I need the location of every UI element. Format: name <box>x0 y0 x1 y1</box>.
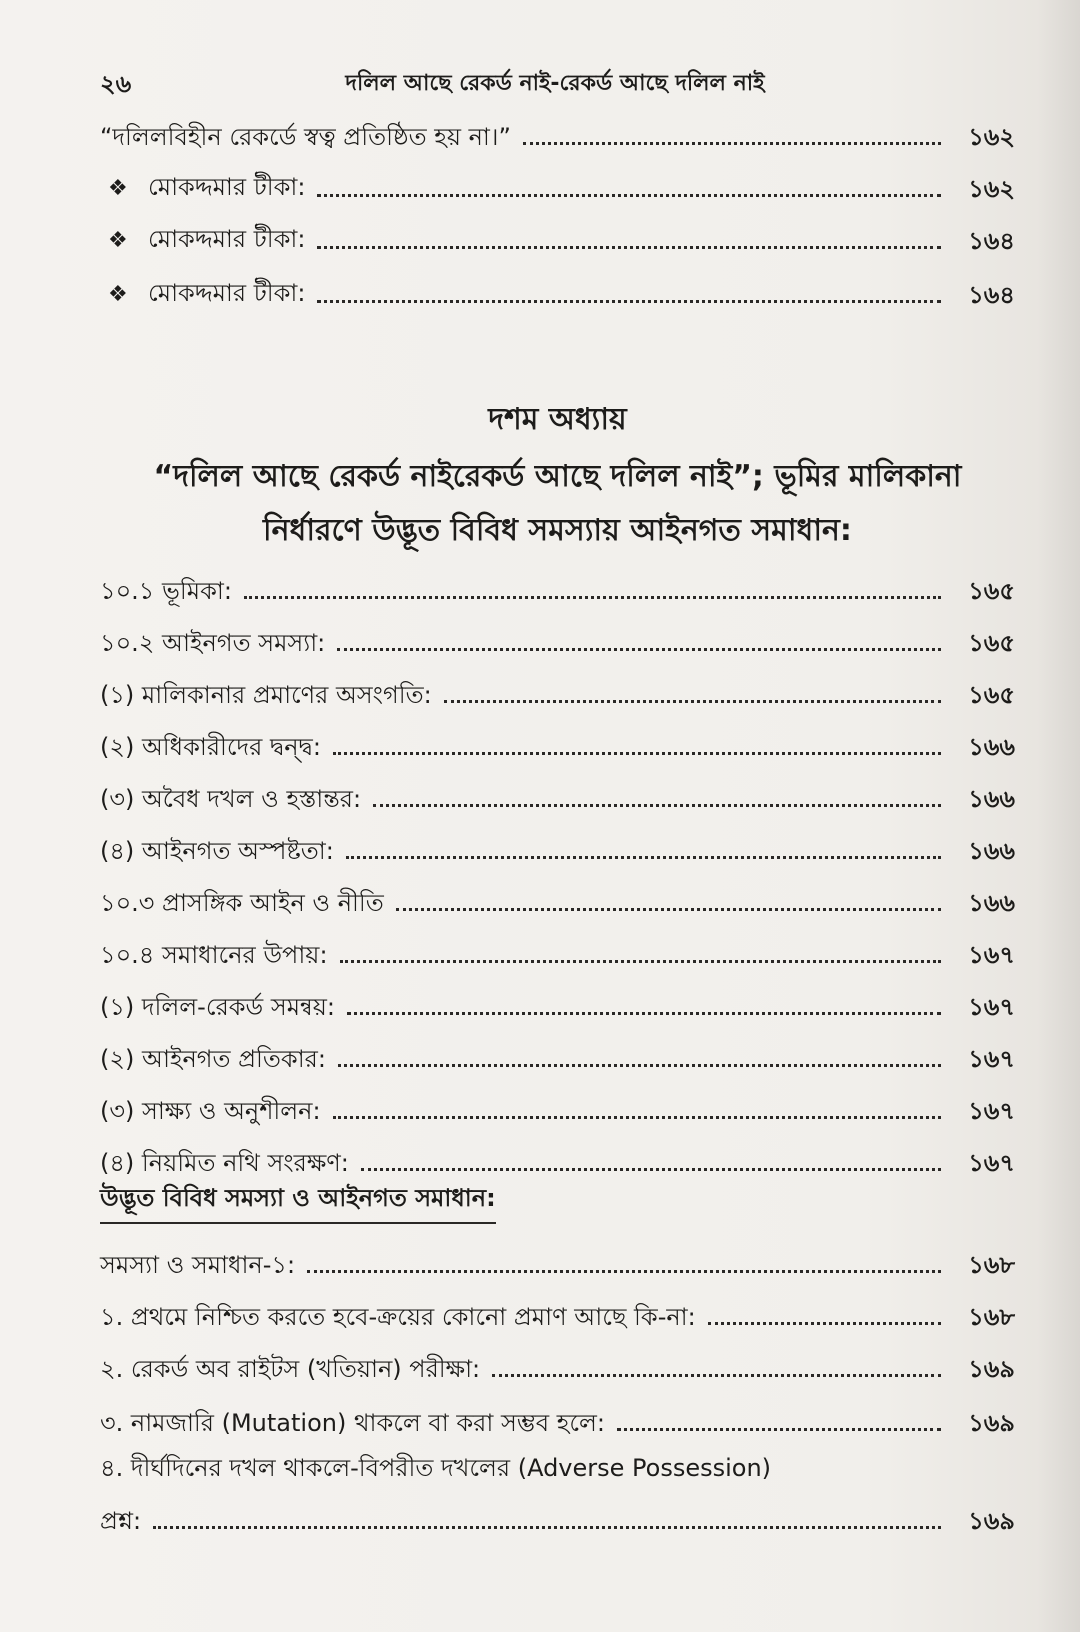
toc-entry-label: ১০.৪ সমাধানের উপায়: <box>100 941 328 969</box>
dot-leader <box>617 1428 941 1431</box>
dot-leader <box>307 1270 941 1273</box>
toc-entry-label: মোকদ্দমার টীকা: <box>148 279 306 307</box>
dot-leader <box>317 300 941 303</box>
toc-entry <box>100 1496 1015 1536</box>
toc-entry-page: ১৬৫ <box>968 681 1015 709</box>
dot-leader <box>337 648 941 651</box>
toc-entry <box>100 878 1015 918</box>
toc-entry-page: ১৬৬ <box>968 785 1015 813</box>
toc-entry-label: (১) মালিকানার প্রমাণের অসংগতি: <box>100 681 432 709</box>
toc-entry-page: ১৬২ <box>968 123 1015 151</box>
section-heading: উদ্ভূত বিবিধ সমস্যা ও আইনগত সমাধান: <box>100 1180 496 1224</box>
toc-entry-label: (৩) সাক্ষ্য ও অনুশীলন: <box>100 1097 321 1125</box>
diamond-bullet-icon: ❖ <box>108 228 128 253</box>
toc-entry <box>100 722 1015 762</box>
dot-leader <box>396 908 941 911</box>
toc-entry-page: ১৬৬ <box>968 889 1015 917</box>
toc-entry-label: (৩) অবৈধ দখল ও হস্তান্তর: <box>100 785 362 813</box>
toc-entry-page: ১৬৮ <box>968 1303 1015 1331</box>
toc-entry-label: (৪) নিয়মিত নথি সংরক্ষণ: <box>100 1149 349 1177</box>
toc-entry-page: ১৬৬ <box>968 733 1015 761</box>
toc-entry-label: মোকদ্দমার টীকা: <box>148 173 306 201</box>
toc-entry-label: ১০.২ আইনগত সমস্যা: <box>100 629 326 657</box>
toc-entry <box>100 164 1015 204</box>
dot-leader <box>523 142 941 145</box>
toc-entry <box>100 1034 1015 1074</box>
toc-entry-page: ১৬৫ <box>968 577 1015 605</box>
toc-entry-label: প্রশ্ন: <box>100 1507 142 1535</box>
toc-entry-page: ১৬৭ <box>968 1097 1015 1125</box>
page-number: ২৬ <box>100 70 132 98</box>
toc-entry <box>100 112 1015 152</box>
toc-entry <box>100 1344 1015 1384</box>
toc-entry-label: ১০.৩ প্রাসঙ্গিক আইন ও নীতি <box>100 889 384 917</box>
toc-entry-page: ১৬৪ <box>968 281 1015 309</box>
toc-entry-label: ২. রেকর্ড অব রাইটস (খতিয়ান) পরীক্ষা: <box>100 1355 481 1383</box>
toc-entry-label: ৪. দীর্ঘদিনের দখল থাকলে-বিপরীত দখলের (Adverse Possession) <box>100 1454 772 1482</box>
page-header <box>100 62 1010 102</box>
dot-leader <box>333 752 941 755</box>
toc-entry-page: ১৬৭ <box>968 941 1015 969</box>
diamond-bullet-icon: ❖ <box>108 176 128 201</box>
toc-entry <box>100 930 1015 970</box>
toc-entry <box>100 670 1015 710</box>
toc-entry-label: (২) অধিকারীদের দ্বন্দ্ব: <box>100 733 321 761</box>
running-title: দলিল আছে রেকর্ড নাই-রেকর্ড আছে দলিল নাই <box>345 71 765 96</box>
toc-entry <box>100 1292 1015 1332</box>
toc-entry-label: ১০.১ ভূমিকা: <box>100 577 232 605</box>
toc-entry <box>100 1138 1015 1178</box>
toc-entry <box>100 566 1015 606</box>
toc-entry-page: ১৬৯ <box>968 1507 1015 1535</box>
dot-leader <box>492 1374 941 1377</box>
toc-entry-page: ১৬৯ <box>968 1355 1015 1383</box>
dot-leader <box>338 1064 941 1067</box>
toc-entry <box>100 774 1015 814</box>
toc-entry <box>100 826 1015 866</box>
toc-entry-page: ১৬৭ <box>968 1149 1015 1177</box>
toc-entry-page: ১৬৫ <box>968 629 1015 657</box>
chapter-title: দশম অধ্যায় <box>488 402 627 437</box>
toc-entry <box>100 1398 1015 1438</box>
toc-entry <box>100 216 1015 256</box>
dot-leader <box>444 700 941 703</box>
toc-entry <box>100 1240 1015 1280</box>
dot-leader <box>153 1526 941 1529</box>
toc-entry-page: ১৬২ <box>968 175 1015 203</box>
toc-entry-label: (২) আইনগত প্রতিকার: <box>100 1045 326 1073</box>
toc-entry-label: ৩. নামজারি (Mutation) থাকলে বা করা সম্ভব হলে: <box>100 1409 605 1437</box>
toc-entry-label: সমস্যা ও সমাধান-১: <box>100 1251 296 1279</box>
dot-leader <box>244 596 941 599</box>
toc-entry <box>100 1086 1015 1126</box>
toc-entry-label: ১. প্রথমে নিশ্চিত করতে হবে-ক্রয়ের কোনো প্রমাণ আছে কি-না: <box>100 1303 696 1331</box>
toc-entry-page: ১৬৭ <box>968 993 1015 1021</box>
toc-entry-page: ১৬৬ <box>968 837 1015 865</box>
toc-entry-label: (৪) আইনগত অস্পষ্টতা: <box>100 837 334 865</box>
toc-entry <box>100 270 1015 310</box>
toc-entry-label: (১) দলিল-রেকর্ড সমন্বয়: <box>100 993 335 1021</box>
toc-entry-label: মোকদ্দমার টীকা: <box>148 225 306 253</box>
chapter-subtitle: “দলিল আছে রেকর্ড নাইরেকর্ড আছে দলিল নাই”; ভূমির মালিকানা <box>153 459 962 494</box>
dot-leader <box>708 1322 941 1325</box>
dot-leader <box>347 1012 941 1015</box>
toc-entry-page: ১৬৭ <box>968 1045 1015 1073</box>
dot-leader <box>317 246 941 249</box>
toc-entry-page: ১৬৮ <box>968 1251 1015 1279</box>
chapter-subtitle: নির্ধারণে উদ্ভূত বিবিধ সমস্যায় আইনগত সমাধান: <box>263 513 852 548</box>
toc-entry <box>100 982 1015 1022</box>
diamond-bullet-icon: ❖ <box>108 282 128 307</box>
dot-leader <box>346 856 941 859</box>
dot-leader <box>373 804 941 807</box>
toc-entry-label: “দলিলবিহীন রেকর্ডে স্বত্ব প্রতিষ্ঠিত হয় না।” <box>100 123 511 151</box>
dot-leader <box>340 960 941 963</box>
dot-leader <box>317 194 941 197</box>
toc-entry-page: ১৬৯ <box>968 1409 1015 1437</box>
toc-entry-page: ১৬৪ <box>968 227 1015 255</box>
dot-leader <box>333 1116 941 1119</box>
dot-leader <box>361 1168 941 1171</box>
toc-entry <box>100 618 1015 658</box>
